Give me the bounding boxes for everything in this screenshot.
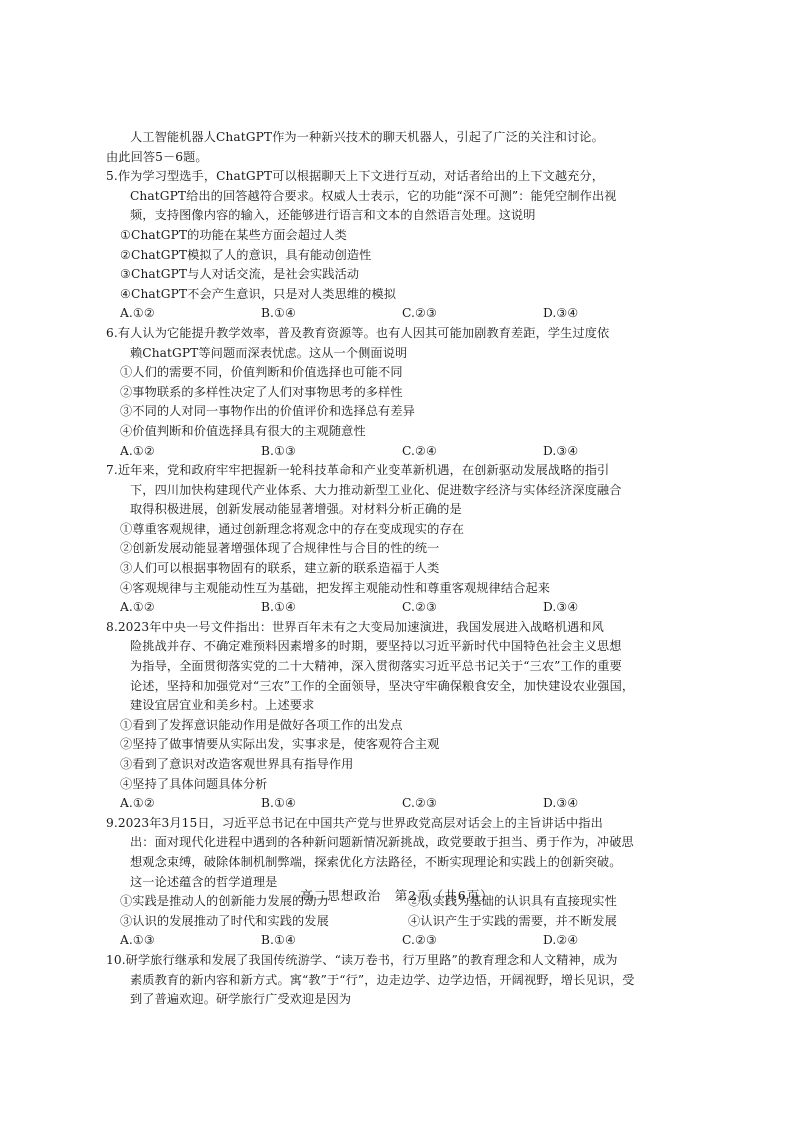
statement-option: ④坚持了具体问题具体分析 [120,776,268,791]
question-stem-line: 取得积极进展，创新发展动能显著增强。对材料分析正确的是 [130,502,462,517]
question-stem-line: 论述，坚持和加强党对“三农”工作的全面领导，坚决守牢确保粮食安全，加快建设农业强国， [130,678,635,693]
statement-option: ③ChatGPT与人对话交流，是社会实践活动 [120,267,360,282]
statement-option: ④客观规律与主观能动性互为基础，把发挥主观能动性和尊重客观规律结合起来 [120,580,551,595]
statement-option: ②ChatGPT模拟了人的意识，具有能动创造性 [120,247,372,262]
answer-choice-a: A.①② [120,796,155,811]
answer-choice-d: D.②④ [543,933,579,948]
question-stem-line: 出：面对现代化进程中遇到的各种新问题新情况新挑战，政党要敢于担当、勇于作为，冲破思 [130,835,634,850]
answer-choice-c: C.②③ [402,306,438,321]
answer-choice-c: C.②③ [402,933,438,948]
answer-choice-b: B.①④ [261,933,297,948]
question-stem-line: 6.有人认为它能提升教学效率，普及教育资源等。也有人因其可能加剧教育差距，学生过度依 [106,325,610,340]
question-stem-line: 为指导，全面贯彻落实党的二十大精神，深入贯彻落实习近平总书记关于“三农”工作的重要 [130,659,622,674]
question-stem-line: 10.研学旅行继承和发展了我国传统游学、“读万卷书，行万里路”的教育理念和人文精神，成为 [106,952,618,967]
statement-option: ③看到了意识对改造客观世界具有指导作用 [120,757,354,771]
statement-option: ①ChatGPT的功能在某些方面会超过人类 [120,227,347,242]
answer-choice-b: B.①③ [261,443,297,458]
question-stem-line: 想观念束缚，破除体制机制弊端，探索优化方法路径，不断实现理论和实践上的创新突破。 [130,854,622,869]
statement-option: ②坚持了做事情要从实际出发，实事求是，使客观符合主观 [120,737,440,752]
question-stem-line: ChatGPT给出的回答越符合要求。权威人士表示，它的功能“深不可测”：能凭空制作出视 [130,188,617,203]
page-content [106,128,696,1010]
statement-option: ③人们可以根据事物固有的联系，建立新的联系造福于人类 [120,561,440,576]
question-stem-line: 素质教育的新内容和新方式。寓“教”于“行”，边走边学、边学边悟，开阔视野，增长见识，受 [130,972,635,987]
answer-choice-a: A.①② [120,443,155,458]
answer-choices [106,304,696,324]
statement-option: ①实践是推动人的创新能力发展的动力 [120,894,329,909]
question-10 [106,951,696,1010]
answer-choices [106,598,696,618]
statement-option-row [106,912,696,932]
question-8 [106,618,696,814]
answer-choice-a: A.①③ [120,933,155,948]
intro-line: 人工智能机器人ChatGPT作为一种新兴技术的聊天机器人，引起了广泛的关注和讨论。 [130,130,604,144]
question-stem-line: 5.作为学习型选手，ChatGPT可以根据聊天上下文进行互动，对话者给出的上下文越充分， [106,169,604,184]
question-stem-line: 7.近年来，党和政府牢牢把握新一轮科技革命和产业变革新机遇，在创新驱动发展战略的指引 [106,463,610,478]
question-stem-line: 这一论述蕴含的哲学道理是 [130,874,278,889]
statement-option: ①人们的需要不同，价值判断和价值选择也可能不同 [120,365,403,380]
question-stem-line: 险挑战并存、不确定难预料因素增多的时期，要坚持以习近平新时代中国特色社会主义思想 [130,639,622,654]
question-7 [106,461,696,618]
statement-option: ④ChatGPT不会产生意识，只是对人类思维的模拟 [120,286,397,301]
answer-choice-d: D.③④ [543,306,579,321]
answer-choices [106,794,696,814]
question-stem-line: 8.2023年中央一号文件指出：世界百年未有之大变局加速演进，我国发展进入战略机遇和风 [106,619,604,634]
statement-option: ②创新发展动能显著增强体现了合规律性与合目的性的统一 [120,541,440,556]
statement-option: ④价值判断和价值选择具有很大的主观随意性 [120,423,366,438]
answer-choice-d: D.③④ [543,796,579,811]
question-5 [106,167,696,324]
answer-choice-c: C.②③ [402,796,438,811]
question-stem-line: 9.2023年3月15日，习近平总书记在中国共产党与世界政党高层对话会上的主旨讲话中指出 [106,815,603,830]
answer-choice-b: B.①④ [261,600,297,615]
intro-line: 由此回答5－6题。 [106,149,208,164]
question-stem-line: 赖ChatGPT等问题而深表忧虑。这从一个侧面说明 [130,345,408,360]
answer-choice-c: C.②③ [402,600,438,615]
intro-passage [106,128,696,167]
answer-choice-a: A.①② [120,600,155,615]
answer-choice-d: D.③④ [543,600,579,615]
question-stem-line: 下，四川加快构建现代产业体系、大力推动新型工业化、促进数字经济与实体经济深度融合 [130,482,622,497]
statement-option: ①尊重客观规律，通过创新理念将观念中的存在变成现实的存在 [120,521,465,536]
question-stem-line: 建设宜居宜业和美乡村。上述要求 [130,698,315,713]
statement-option: ④认识产生于实践的需要，并不断发展 [408,913,617,928]
statement-option: ①看到了发挥意识能动作用是做好各项工作的出发点 [120,717,403,732]
answer-choice-c: C.②④ [402,443,438,458]
page-footer: 高二思想政治 第2页（共6页） [300,888,494,903]
answer-choice-d: D.③④ [543,443,579,458]
answer-choice-b: B.①④ [261,306,297,321]
answer-choices [106,931,696,951]
question-6 [106,324,696,461]
statement-option: ③认识的发展推动了时代和实践的发展 [120,913,329,928]
statement-option: ③不同的人对同一事物作出的价值评价和选择总有差异 [120,404,415,419]
statement-option: ②以实践为基础的认识具有直接现实性 [408,894,617,909]
answer-choices [106,442,696,462]
question-stem-line: 频，支持图像内容的输入，还能够进行语言和文本的自然语言处理。这说明 [130,208,536,223]
answer-choice-b: B.①④ [261,796,297,811]
answer-choice-a: A.①② [120,306,155,321]
question-stem-line: 到了普遍欢迎。研学旅行广受欢迎是因为 [130,992,352,1007]
statement-option: ②事物联系的多样性决定了人们对事物思考的多样性 [120,384,403,399]
question-9 [106,814,696,951]
